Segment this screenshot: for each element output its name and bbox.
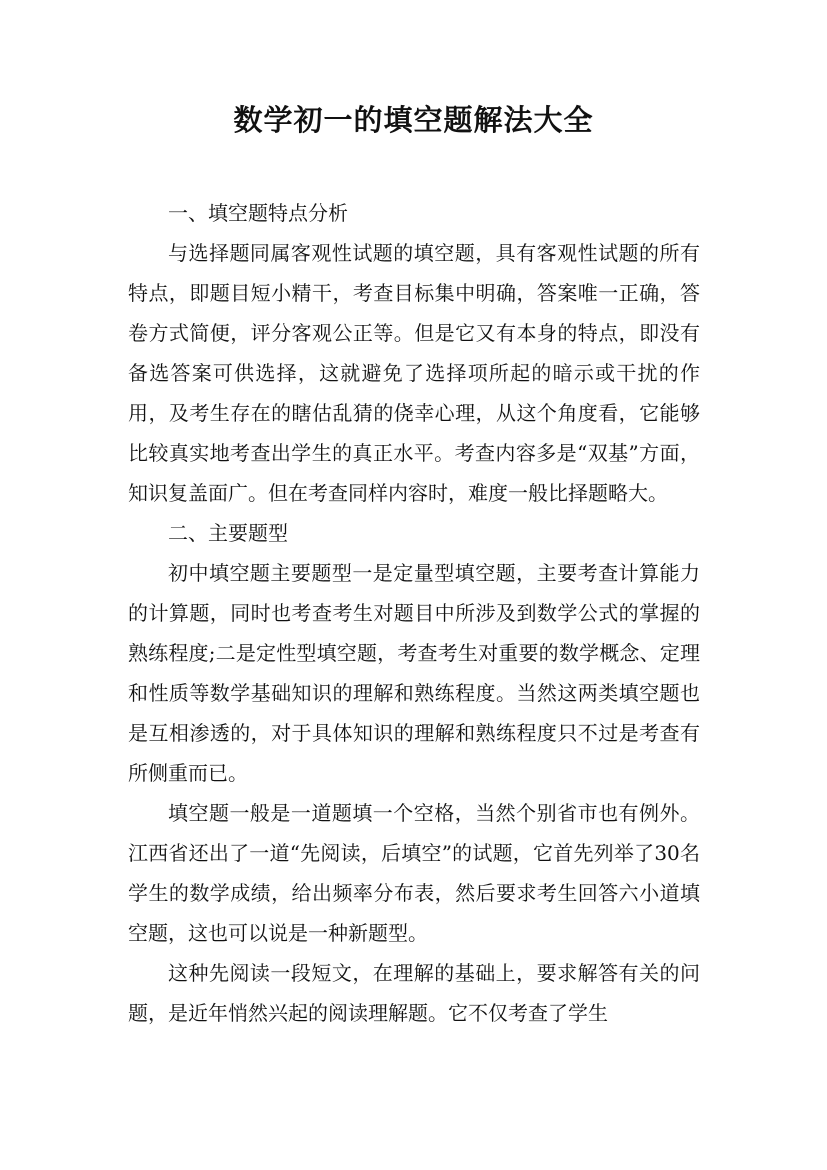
document-title: 数学初一的填空题解法大全 <box>233 103 594 137</box>
paragraph: 初中填空题主要题型一是定量型填空题，主要考查计算能力的计算题，同时也考查考生对题目中所涉及到数学公式的掌握的熟练程度;二是定性型填空题，考查考生对重要的数学概念、定理和性质等数学基础知识的理解和熟练程度。当然这两类填空题也是互相渗透的，对于具体知识的理解和熟练程度只不过是考查有所侧重而已。 <box>128 561 700 785</box>
paragraph: 与选择题同属客观性试题的填空题，具有客观性试题的所有特点，即题目短小精干，考查目标集中明确，答案唯一正确，答卷方式简便，评分客观公正等。但是它又有本身的特点，即没有备选答案可供选择，这就避免了选择项所起的暗示或干扰的作用，及考生存在的瞎估乱猜的侥幸心理，从这个角度看，它能够比较真实地考查出学生的真正水平。考查内容多是“双基”方面，知识复盖面广。但在考查同样内容时，难度一般比择题略大。 <box>128 241 700 505</box>
section-heading-1: 一、填空题特点分析 <box>168 201 348 225</box>
section-heading-2: 二、主要题型 <box>168 521 288 545</box>
paragraph: 这种先阅读一段短文，在理解的基础上，要求解答有关的问题，是近年悄然兴起的阅读理解题。它不仅考查了学生 <box>128 961 700 1025</box>
paragraph: 填空题一般是一道题填一个空格，当然个别省市也有例外。江西省还出了一道“先阅读，后填空”的试题，它首先列举了30名学生的数学成绩，给出频率分布表，然后要求考生回答六小道填空题，这也可以说是一种新题型。 <box>128 801 700 945</box>
document-body <box>128 193 700 1033</box>
